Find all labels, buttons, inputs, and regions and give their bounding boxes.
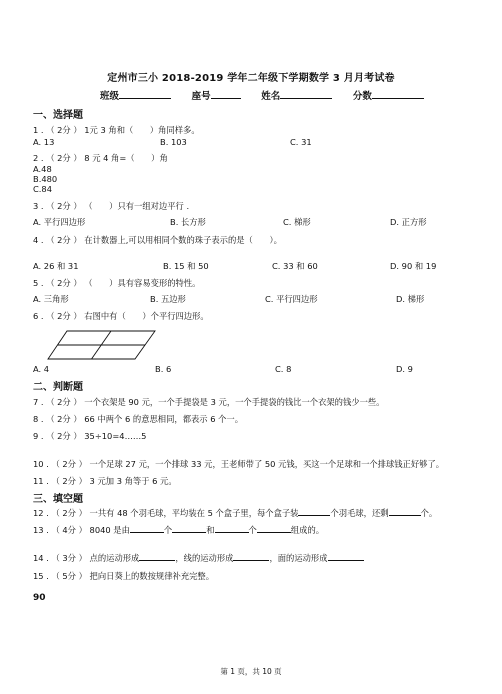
- q13-text-3: 和: [206, 525, 215, 535]
- question-1: 1 . （ 2分 ） 1元 3 角和（ ）角同样多。: [33, 125, 200, 135]
- q14-text-1: 14 . （ 3分 ） 点的运动形成: [33, 553, 140, 563]
- q3-option-b: B. 长方形: [170, 217, 206, 227]
- question-3: 3 . （ 2分 ） （ ）只有一组对边平行 .: [33, 201, 190, 211]
- q13-text-2: 个: [163, 525, 173, 535]
- q6-option-c: C. 8: [275, 364, 292, 374]
- question-5: 5 . （ 2分 ） （ ）具有容易变形的特性。: [33, 278, 201, 288]
- q13-blank-2[interactable]: [172, 525, 206, 533]
- student-info-row: [100, 88, 424, 102]
- question-11: 11 . （ 2分 ） 3 元加 3 角等于 6 元。: [33, 476, 177, 486]
- q13-text-4: 个: [248, 525, 257, 535]
- q6-option-b: B. 6: [155, 364, 172, 374]
- q12-text-3: 个。: [420, 508, 438, 518]
- q12-text-2: 个羽毛球，还剩: [330, 508, 389, 518]
- score-label: 分数: [352, 91, 372, 102]
- question-13: [33, 524, 324, 536]
- q12-blank-2[interactable]: [389, 508, 421, 516]
- q5-option-c: C. 平行四边形: [265, 294, 318, 304]
- question-12: [33, 507, 437, 519]
- parallelogram-figure: [47, 330, 157, 360]
- section-fill-heading: 三、填空题: [33, 494, 83, 505]
- q14-blank-1[interactable]: [139, 553, 175, 561]
- q13-text-1: 13 . （ 4分 ） 8040 是由: [33, 525, 130, 535]
- q5-option-a: A. 三角形: [33, 294, 69, 304]
- q5-option-d: D. 梯形: [396, 294, 425, 304]
- q14-blank-2[interactable]: [233, 553, 269, 561]
- q13-text-5: 组成的。: [290, 525, 325, 535]
- seat-blank: [211, 91, 241, 99]
- question-7: 7 . （ 2分 ） 一个衣架是 90 元，一个手提袋是 3 元，一个手提袋的钱比一个衣架的钱少一些。: [33, 397, 385, 407]
- q3-option-c: C. 梯形: [283, 217, 311, 227]
- section-choice-heading: 一、选择题: [33, 110, 83, 121]
- section-judge-heading: 二、判断题: [33, 382, 83, 393]
- q2-option-b: B.480: [33, 174, 58, 184]
- question-9: 9 . （ 2分 ） 35÷10=4……5: [33, 431, 147, 441]
- name-label: 姓名: [261, 91, 281, 102]
- q14-blank-3[interactable]: [328, 553, 364, 561]
- q4-option-a: A. 26 和 31: [33, 261, 79, 271]
- question-4: 4 . （ 2分 ） 在计数器上,可以用相同个数的珠子表示的是（ ）。: [33, 235, 282, 245]
- q13-blank-3[interactable]: [215, 525, 249, 533]
- sunflower-number-label: 90: [33, 593, 46, 603]
- q14-text-3: ，面的运动形成: [269, 553, 328, 563]
- question-6: 6 . （ 2分 ） 右图中有（ ）个平行四边形。: [33, 311, 209, 321]
- q6-option-a: A. 4: [33, 364, 50, 374]
- question-8: 8 . （ 2分 ） 66 中两个 6 的意思相同，都表示 6 个一。: [33, 414, 244, 424]
- q4-option-c: C. 33 和 60: [272, 261, 318, 271]
- q12-text-1: 12 . （ 2分 ） 一共有 48 个羽毛球，平均装在 5 个盒子里，每个盒子装: [33, 508, 299, 518]
- question-10: 10 . （ 2分 ） 一个足球 27 元，一个排球 33 元，王老师带了 50 元钱，买这一个足球和一个排球钱正好够了。: [33, 459, 445, 469]
- name-blank: [280, 91, 332, 99]
- q5-option-b: B. 五边形: [150, 294, 186, 304]
- q3-option-d: D. 正方形: [390, 217, 427, 227]
- page-footer: 第 1 页，共 10 页: [220, 667, 282, 676]
- q1-option-a: A. 13: [33, 137, 55, 147]
- question-15: 15 . （ 5分 ） 把向日葵上的数按规律补充完整。: [33, 571, 215, 581]
- q3-option-a: A. 平行四边形: [33, 217, 86, 227]
- seat-label: 座号: [191, 91, 211, 102]
- question-14: [33, 552, 364, 564]
- q13-blank-1[interactable]: [130, 525, 164, 533]
- q4-option-d: D. 90 和 19: [390, 261, 437, 271]
- q2-option-a: A.48: [33, 164, 52, 174]
- q12-blank-1[interactable]: [298, 508, 330, 516]
- question-2: 2 . （ 2分 ） 8 元 4 角=（ ）角: [33, 153, 168, 163]
- class-blank: [119, 91, 171, 99]
- q14-text-2: ，线的运动形成: [175, 553, 234, 563]
- q2-option-c: C.84: [33, 184, 52, 194]
- score-blank: [372, 91, 424, 99]
- q1-option-c: C. 31: [290, 137, 312, 147]
- q1-option-b: B. 103: [160, 137, 187, 147]
- q6-option-d: D. 9: [396, 364, 413, 374]
- q4-option-b: B. 15 和 50: [163, 261, 209, 271]
- class-label: 班级: [100, 91, 120, 102]
- page-title: 定州市三小 2018-2019 学年二年级下学期数学 3 月月考试卷: [107, 73, 395, 84]
- q13-blank-4[interactable]: [257, 525, 291, 533]
